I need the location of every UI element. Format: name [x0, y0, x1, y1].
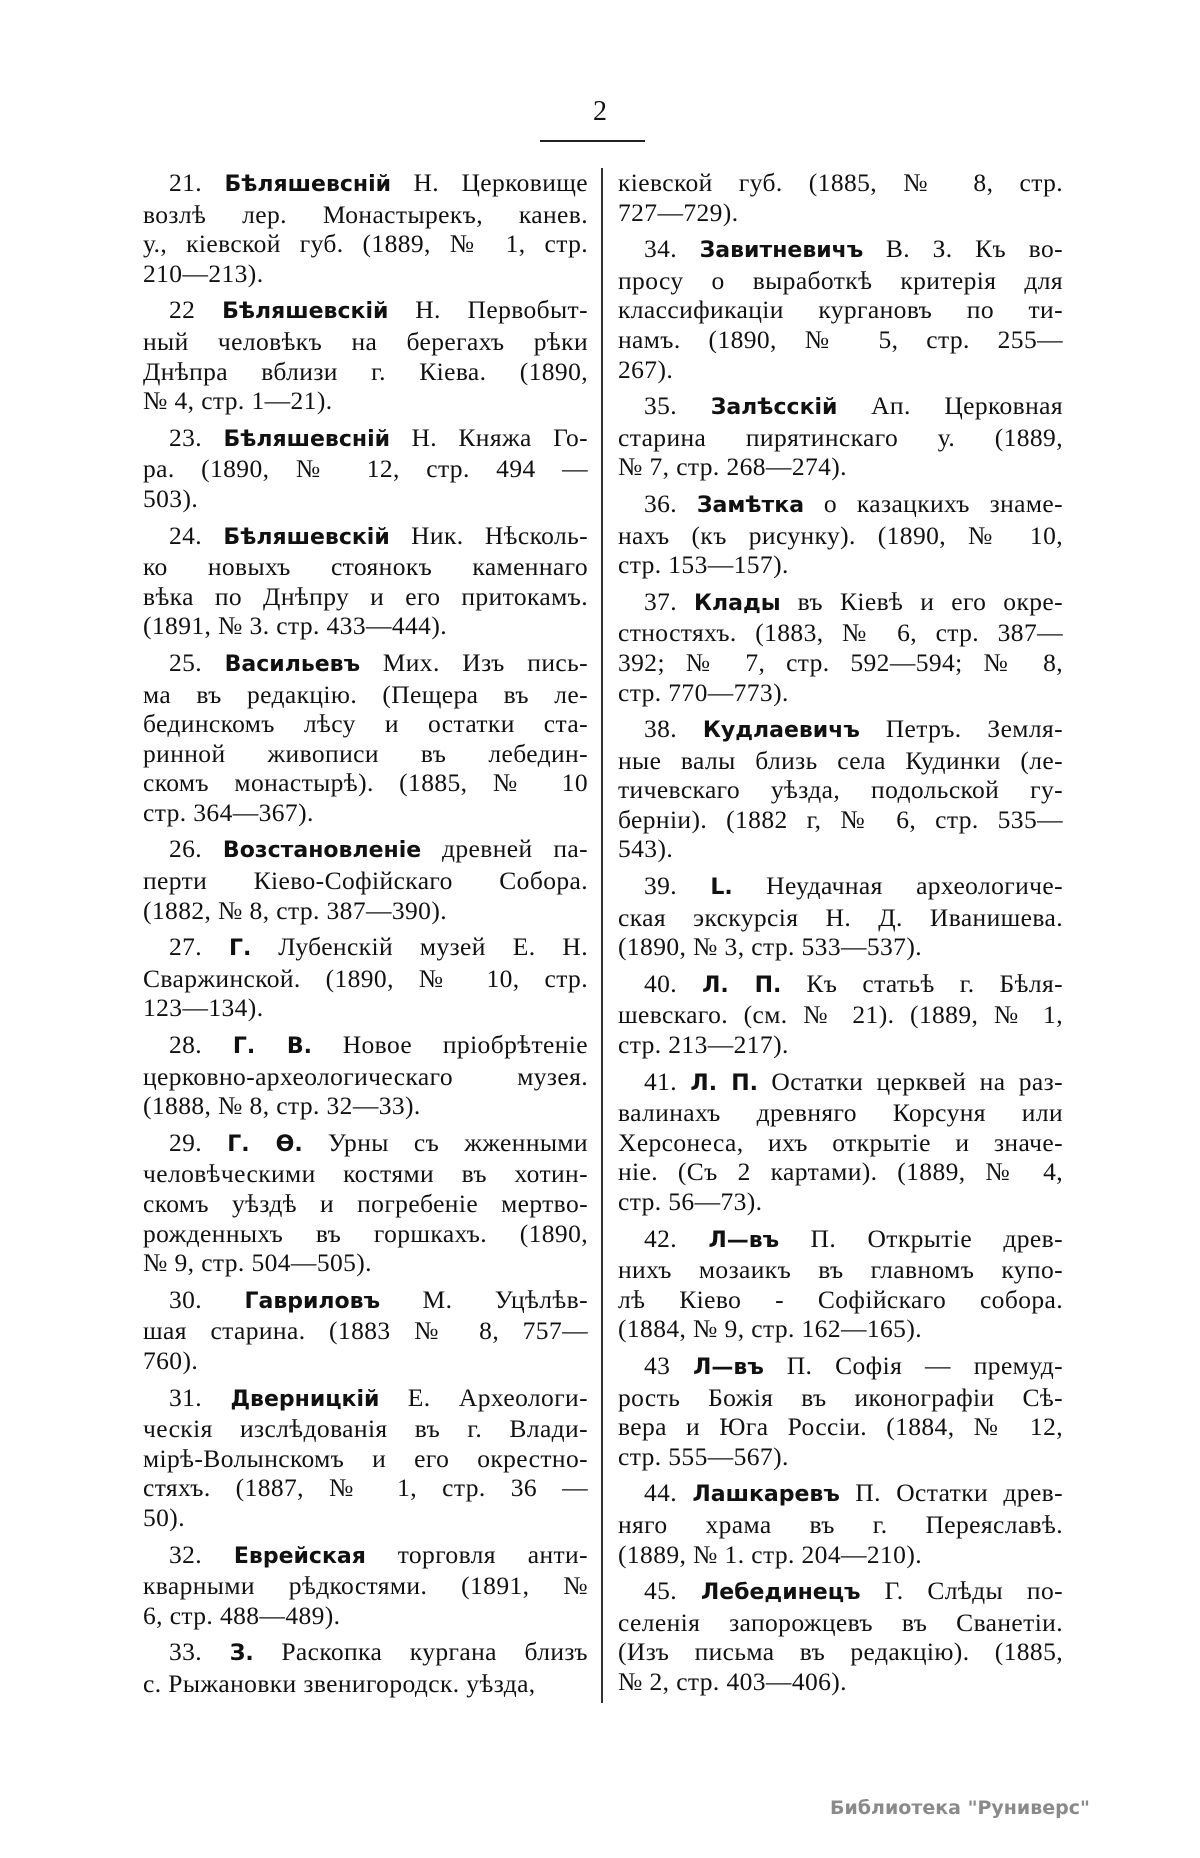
entry-line: ные валы близь села Кудинки (ле-: [618, 745, 1063, 775]
entry-number: 40.: [644, 968, 678, 998]
entry-text: П. Остатки древ-: [855, 1478, 1064, 1508]
entry-line: 543).: [618, 834, 674, 864]
entry-line: с. Рыжановки звенигородск. уѣзда,: [143, 1668, 536, 1698]
entry-line: стяхъ. (1887, № 1, стр. 36 —: [143, 1473, 588, 1503]
entry-author: Дверницкій: [230, 1386, 380, 1412]
entry-text: Раскопка кургана близъ: [281, 1637, 588, 1667]
entry-number: 23.: [169, 422, 203, 452]
entry-author: З.: [229, 1641, 254, 1667]
entry-first-line: [618, 391, 1063, 423]
entry-text: Лубенскій музей Е. Н.: [278, 932, 588, 962]
entry-line: (1889, № 1. стр. 204—210).: [618, 1539, 922, 1569]
left-column: [143, 168, 588, 1706]
entry-number: 21.: [169, 168, 203, 197]
entry-line: скомъ монастырѣ). (1885, № 10: [143, 768, 588, 798]
entry-line: (1891, № 3. стр. 433—444).: [143, 611, 447, 641]
entry-number: 32.: [169, 1539, 203, 1569]
entry-number: 41.: [644, 1066, 678, 1096]
entry-text: П. Открытіе древ-: [810, 1223, 1063, 1253]
entry-line: классификаціи кургановъ по ти-: [618, 295, 1063, 325]
entry-author: Залѣсскій: [710, 395, 838, 421]
entry-line: стр. 770—773).: [618, 677, 789, 707]
bibliography-entry: [143, 834, 588, 925]
bibliography-entry: [143, 295, 588, 415]
entry-line: (1890, № 3, стр. 533—537).: [618, 932, 922, 962]
entry-number: 45.: [644, 1576, 678, 1606]
entry-text: о казацкихъ знаме-: [823, 488, 1063, 518]
entry-text: Н. Первобыт-: [415, 295, 588, 325]
entry-line: стр. 555—567).: [618, 1441, 789, 1471]
entry-author: Еврейская: [233, 1543, 366, 1569]
bibliography-entry: [618, 234, 1063, 384]
entry-line: 210—213).: [143, 258, 264, 288]
entry-line: Херсонеса, ихъ открытіе и значе-: [618, 1127, 1063, 1157]
entry-line: стр. 153—157).: [618, 550, 789, 580]
entry-number: 33.: [169, 1637, 203, 1667]
bibliography-entry: [618, 969, 1063, 1060]
bibliography-entry: [143, 932, 588, 1023]
entry-line: возлѣ лер. Монастырекъ, канев.: [143, 199, 588, 229]
bibliography-entry: [618, 1351, 1063, 1471]
entry-line: намъ. (1890, № 5, стр. 255—: [618, 324, 1063, 354]
entry-first-line: [618, 1224, 1063, 1256]
entry-line: ринной живописи въ лебедин-: [143, 738, 588, 768]
entry-first-line: [143, 648, 588, 680]
entry-line: мірѣ-Волынскомъ и его окрестно-: [143, 1443, 588, 1473]
entry-line: шая старина. (1883 № 8, 757—: [143, 1316, 588, 1346]
right-column: [618, 168, 1063, 1704]
entry-first-line: [143, 168, 588, 200]
entry-line: 6, стр. 488—489).: [143, 1600, 341, 1630]
bibliography-entry: [143, 168, 588, 288]
entry-text: Неудачная археологиче-: [766, 871, 1064, 901]
entry-author: Лашкаревъ: [692, 1482, 840, 1508]
entry-first-line: [143, 1540, 588, 1572]
entry-author: Васильевъ: [224, 651, 361, 677]
entry-first-line: [618, 1576, 1063, 1608]
entry-first-line: [143, 295, 588, 327]
entry-number: 37.: [644, 586, 678, 616]
entry-text: Н. Церковище: [413, 168, 589, 197]
entry-author: Бѣляшевскій: [223, 524, 390, 550]
entry-number: 24.: [169, 520, 203, 550]
entry-first-line: [143, 1030, 588, 1062]
entry-author: Г. Ѳ.: [227, 1131, 303, 1157]
entry-number: 39.: [644, 871, 678, 901]
entry-first-line: [143, 1383, 588, 1415]
entry-first-line: [618, 1067, 1063, 1099]
entry-line: валинахъ древняго Корсуня или: [618, 1098, 1063, 1128]
entry-line: (1882, № 8, стр. 387—390).: [143, 895, 447, 925]
bibliography-entry: [618, 871, 1063, 962]
entry-first-line: [618, 1478, 1063, 1510]
entry-first-line: [618, 969, 1063, 1001]
entry-number: 38.: [644, 714, 678, 744]
entry-number: 43: [644, 1350, 671, 1380]
entry-line: селенія запорожцевъ въ Сванетіи.: [618, 1607, 1063, 1637]
entry-line: ма въ редакцію. (Пещера въ ле-: [143, 679, 588, 709]
bibliography-entry: [618, 1224, 1063, 1344]
entry-line: вера и Юга Россіи. (1884, № 12,: [618, 1412, 1063, 1442]
library-watermark: Библиотека "Руниверс": [830, 1797, 1090, 1819]
entry-author: Возстановленіе: [222, 838, 422, 864]
entry-line: няго храма въ г. Переяславѣ.: [618, 1509, 1063, 1539]
entry-number: 36.: [644, 488, 678, 518]
entry-line: старина пирятинскаго у. (1889,: [618, 422, 1063, 452]
entry-first-line: [618, 1351, 1063, 1383]
entry-text: Къ статьѣ г. Бѣля-: [806, 968, 1063, 998]
bibliography-entry: [618, 587, 1063, 707]
entry-first-line: [143, 1285, 588, 1317]
entry-first-line: [143, 1637, 588, 1669]
entry-text: Н. Княжа Го-: [411, 422, 589, 452]
entry-author: Клады: [694, 590, 781, 616]
entry-line: (1888, № 8, стр. 32—33).: [143, 1091, 421, 1121]
entry-line: (1884, № 9, стр. 162—165).: [618, 1314, 922, 1344]
entry-line: ская экскурсія Н. Д. Иванишева.: [618, 902, 1063, 932]
entry-text: Е. Археологи-: [407, 1382, 588, 1412]
bibliography-entry: [618, 1067, 1063, 1217]
entry-number: 35.: [644, 391, 678, 421]
bibliography-entry: [143, 1540, 588, 1631]
entry-line: 267).: [618, 354, 674, 384]
entry-line: Днѣпра вблизи г. Кіева. (1890,: [143, 356, 588, 386]
bibliography-entry: [143, 1383, 588, 1533]
header-rule: [540, 140, 645, 142]
entry-line: ніе. (Съ 2 картами). (1889, № 4,: [618, 1157, 1063, 1187]
entry-author: Л—въ: [708, 1227, 780, 1253]
bibliography-entry: [143, 1285, 588, 1376]
entry-text: Ник. Нѣсколь-: [411, 520, 589, 550]
entry-line: церковно-археологическаго музея.: [143, 1061, 588, 1091]
entry-text: Ап. Церковная: [871, 391, 1063, 421]
entry-first-line: [618, 871, 1063, 903]
entry-line: № 9, стр. 504—505).: [143, 1248, 372, 1278]
entry-line: рость Божія въ иконографіи Сѣ-: [618, 1382, 1063, 1412]
entry-line: стр. 364—367).: [143, 797, 314, 827]
entry-author: Замѣтка: [696, 492, 805, 518]
entry-line: вѣка по Днѣпру и его притокамъ.: [143, 581, 588, 611]
entry-text: П. Софія — премуд-: [786, 1350, 1064, 1380]
entry-text: Остатки церквей на раз-: [771, 1066, 1063, 1096]
bibliography-entry: [143, 1637, 588, 1698]
entry-first-line: [618, 489, 1063, 521]
bibliography-entry: [618, 1576, 1063, 1696]
entry-first-line: [618, 587, 1063, 619]
entry-text: В. З. Къ во-: [885, 234, 1063, 264]
bibliography-entry: [143, 648, 588, 828]
entry-line: нихъ мозаикъ въ главномъ купо-: [618, 1255, 1063, 1285]
entry-first-line: [143, 932, 588, 964]
entry-author: Кудлаевичъ: [702, 718, 860, 744]
entry-number: 29.: [169, 1127, 203, 1157]
bibliography-entry: [618, 1478, 1063, 1569]
entry-line: кварными рѣдкостями. (1891, №: [143, 1571, 588, 1601]
entry-number: 44.: [644, 1478, 678, 1508]
entry-line: лѣ Кіево - Софійскаго собора.: [618, 1284, 1063, 1314]
entry-first-line: [618, 714, 1063, 746]
entry-line: берніи). (1882 г, № 6, стр. 535—: [618, 804, 1063, 834]
entry-number: 25.: [169, 647, 203, 677]
entry-text: Урны съ жженными: [327, 1127, 588, 1157]
entry-line: 503).: [143, 483, 199, 513]
page-number: 2: [593, 96, 607, 127]
bibliography-entry: [143, 1128, 588, 1278]
entry-line: шевскаго. (см. № 21). (1889, № 1,: [618, 1000, 1063, 1030]
entry-line: тичевскаго уѣзда, подольской гу-: [618, 775, 1063, 805]
entry-line: человѣческими костями въ хотин-: [143, 1159, 588, 1189]
entry-line: 727—729).: [618, 197, 739, 227]
bibliography-entry: [618, 714, 1063, 864]
entry-author: Бѣляшевскій: [222, 299, 389, 325]
bibliography-entry: [618, 391, 1063, 482]
bibliography-entry: [143, 521, 588, 641]
entry-author: Гавриловъ: [244, 1288, 381, 1314]
bibliography-entry: [143, 1030, 588, 1121]
entry-first-line: [143, 1128, 588, 1160]
entry-line: стр. 213—217).: [618, 1030, 789, 1060]
bibliography-entry: [618, 168, 1063, 227]
entry-text: М. Уцѣлѣв-: [422, 1284, 588, 1314]
entry-author: Лебединецъ: [700, 1580, 861, 1606]
entry-author: Л. П.: [690, 1070, 759, 1096]
entry-line: скомъ уѣздѣ и погребеніе мертво-: [143, 1189, 588, 1218]
entry-first-line: [143, 521, 588, 553]
entry-line: 123—134).: [143, 993, 264, 1023]
entry-first-line: [618, 234, 1063, 266]
entry-line: бединскомъ лѣсу и остатки ста-: [143, 709, 588, 739]
bibliography-entry: [143, 423, 588, 514]
entry-number: 26.: [169, 834, 203, 864]
entry-line: просу о выработкѣ критерія для: [618, 265, 1063, 295]
entry-line: № 2, стр. 403—406).: [618, 1666, 847, 1696]
entry-text: Новое пріобрѣтеніе: [342, 1030, 588, 1060]
entry-line: у., кіевской губ. (1889, № 1, стр.: [143, 229, 588, 259]
entry-author: Г. В.: [232, 1034, 312, 1060]
entry-author: Бѣляшевсній: [223, 426, 391, 452]
entry-line: нахъ (къ рисунку). (1890, № 10,: [618, 520, 1063, 550]
entry-line: ко новыхъ стоянокъ каменнаго: [143, 552, 588, 582]
entry-line: ра. (1890, № 12, стр. 494 —: [143, 454, 588, 484]
entry-line: ческія изслѣдованія въ г. Влади-: [143, 1414, 588, 1444]
entry-author: Бѣляшевсній: [224, 172, 392, 197]
entry-number: 34.: [644, 234, 678, 264]
entry-line: 392; № 7, стр. 592—594; № 8,: [618, 647, 1063, 677]
entry-line: 50).: [143, 1502, 185, 1532]
entry-text: въ Кіевѣ и его окре-: [797, 586, 1063, 616]
entry-first-line: [143, 834, 588, 866]
entry-line: ный человѣкъ на берегахъ рѣки: [143, 326, 588, 356]
entry-text: Мих. Изъ пись-: [382, 647, 589, 677]
entry-author: Завитневичъ: [699, 238, 864, 264]
entry-line: стр. 56—73).: [618, 1187, 763, 1216]
entry-line: перти Кіево-Софійскаго Собора.: [143, 866, 588, 896]
entry-number: 30.: [169, 1284, 203, 1314]
entry-author: Г.: [228, 936, 252, 962]
bibliography-entry: [618, 489, 1063, 580]
entry-line: № 4, стр. 1—21).: [143, 386, 333, 416]
entry-line: (Изъ письма въ редакцію). (1885,: [618, 1637, 1063, 1667]
entry-first-line: [143, 423, 588, 455]
entry-number: 22: [169, 295, 196, 325]
entry-line: 760).: [143, 1345, 199, 1375]
entry-author: Л. П.: [702, 972, 782, 998]
entry-line: № 7, стр. 268—274).: [618, 452, 847, 482]
entry-line: кіевской губ. (1885, № 8, стр.: [618, 168, 1063, 197]
entry-text: торговля анти-: [397, 1539, 588, 1569]
entry-line: Сваржинской. (1890, № 10, стр.: [143, 963, 588, 993]
entry-line: стностяхъ. (1883, № 6, стр. 387—: [618, 618, 1063, 648]
entry-text: Г. Слѣды по-: [884, 1576, 1063, 1606]
entry-number: 42.: [644, 1223, 678, 1253]
entry-author: Л—въ: [693, 1354, 764, 1380]
entry-author: L.: [710, 875, 733, 901]
entry-text: древней па-: [442, 834, 588, 864]
entry-text: Петръ. Земля-: [885, 714, 1063, 744]
column-divider: [601, 168, 603, 1703]
entry-number: 28.: [169, 1030, 203, 1060]
entry-number: 31.: [169, 1382, 203, 1412]
entry-line: рожденныхъ въ горшкахъ. (1890,: [143, 1218, 588, 1248]
entry-number: 27.: [169, 932, 203, 962]
